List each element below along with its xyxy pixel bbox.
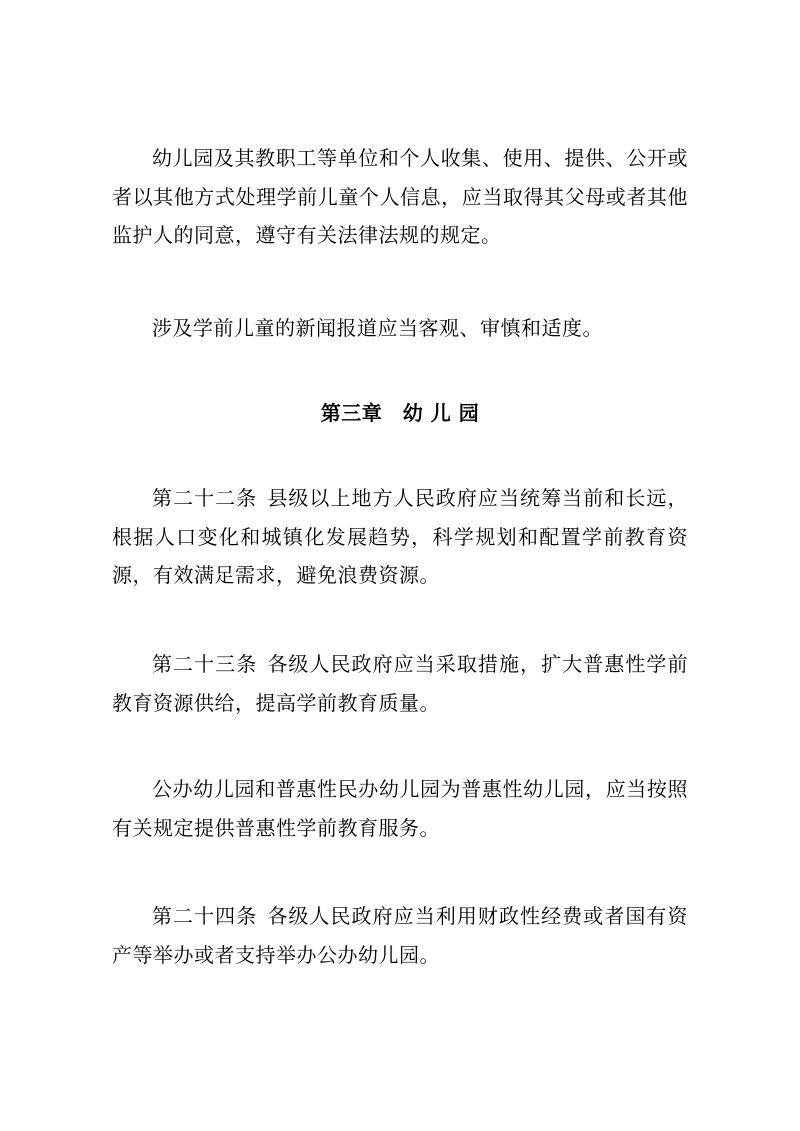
- article-number: 第二十四条: [152, 904, 258, 928]
- article-text: 公办幼儿园和普惠性民办幼儿园为普惠性幼儿园，应当按照有关规定提供普惠性学前教育服务。: [112, 777, 688, 840]
- article-text: 各级人民政府应当利用财政性经费或者国有资产等举办或者支持举办公办幼儿园。: [112, 904, 688, 967]
- article-text: 各级人民政府应当采取措施，扩大普惠性学前教育资源供给，提高学前教育质量。: [112, 652, 688, 715]
- paragraph-text: 幼儿园及其教职工等单位和个人收集、使用、提供、公开或者以其他方式处理学前儿童个人信息，应当取得其父母或者其他监护人的同意，遵守有关法律法规的规定。: [112, 146, 688, 247]
- article-number: 第二十二条: [152, 486, 258, 510]
- article-number: 第二十三条: [152, 652, 258, 676]
- article-23-clause-2: [112, 770, 688, 847]
- article-text: 县级以上地方人民政府应当统筹当前和长远，根据人口变化和城镇化发展趋势，科学规划和配置学前教育资源，有效满足需求，避免浪费资源。: [112, 486, 688, 587]
- article-24: [112, 897, 688, 974]
- paragraph-personal-info: [112, 139, 688, 255]
- article-23: [112, 645, 688, 722]
- paragraph-text: 涉及学前儿童的新闻报道应当客观、审慎和适度。: [152, 316, 603, 340]
- article-22: [112, 479, 688, 595]
- paragraph-news-reporting: [112, 309, 688, 348]
- chapter-heading: 第三章 幼 儿 园: [320, 401, 480, 425]
